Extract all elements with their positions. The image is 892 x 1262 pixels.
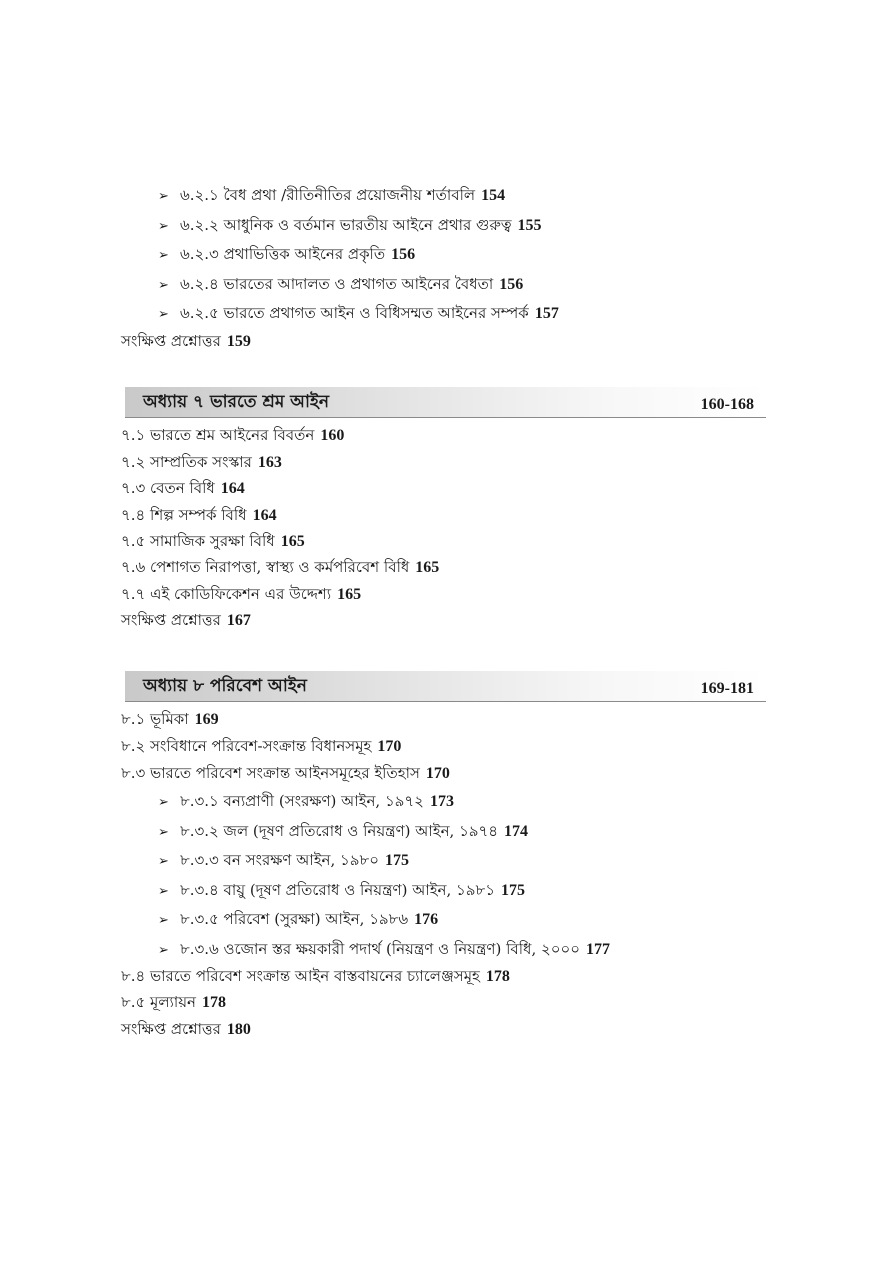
toc-entry-6-2-3 [158,244,415,266]
toc-entry-label: ৮.৩.২ জল (দূষণ প্রতিরোধ ও নিয়ন্ত্রণ) আইন, ১৯৭৪ [180,822,499,840]
toc-entry-page: 156 [499,276,524,293]
chapter-title: অধ্যায় ৭ ভারতে শ্রম আইন [143,392,330,412]
arrow-bullet-icon: ➢ [158,825,169,840]
toc-entry-page: 159 [226,333,251,350]
toc-entry-page: 155 [517,217,542,234]
toc-entry-label: ৭.৭ এই কোডিফিকেশন এর উদ্দেশ্য [121,585,332,603]
toc-entry-page: 177 [586,941,611,958]
toc-entry-page: 170 [377,738,402,755]
toc-entry-page: 174 [504,823,529,840]
toc-entry-summary-6 [121,331,251,352]
arrow-bullet-icon: ➢ [158,943,169,958]
toc-entry-7-5 [121,531,305,552]
toc-entry-8-3-3 [158,850,409,872]
chapter-8-header [125,671,766,702]
chapter-page-range: 169-181 [700,680,754,697]
toc-entry-summary-8 [121,1019,251,1040]
toc-entry-page: 180 [226,1021,251,1038]
chapter-title: অধ্যায় ৮ পরিবেশ আইন [143,676,307,696]
toc-entry-label: ৬.২.১ বৈধ প্রথা /রীতিনীতির প্রয়োজনীয় শর্তাবলি [180,186,476,204]
toc-entry-8-3-6 [158,939,610,961]
toc-entry-label: ৭.৪ শিল্প সম্পর্ক বিধি [121,506,247,524]
toc-entry-page: 165 [337,586,362,603]
toc-entry-label: ৮.৩ ভারতে পরিবেশ সংক্রান্ত আইনসমূহের ইতিহাস [121,764,420,782]
arrow-bullet-icon: ➢ [158,278,169,293]
toc-entry-summary-7 [121,610,251,631]
toc-entry-7-3 [121,478,245,499]
toc-entry-7-1 [121,425,344,446]
toc-entry-label: ৮.৫ মূল্যায়ন [121,993,196,1011]
toc-entry-label: ৮.১ ভূমিকা [121,710,189,728]
toc-entry-label: ৭.৩ বেতন বিধি [121,479,215,497]
toc-entry-page: 173 [429,793,454,810]
toc-entry-label: ৭.২ সাম্প্রতিক সংস্কার [121,453,252,471]
toc-entry-page: 167 [226,612,251,629]
toc-entry-6-2-5 [158,303,559,325]
toc-entry-label: ৬.২.২ আধুনিক ও বর্তমান ভারতীয় আইনে প্রথার গুরুত্ব [180,216,512,234]
toc-entry-label: ৭.৫ সামাজিক সুরক্ষা বিধি [121,532,275,550]
toc-entry-page: 165 [280,533,305,550]
toc-entry-label: ৬.২.৩ প্রথাভিত্তিক আইনের প্রকৃতি [180,245,386,263]
toc-entry-6-2-4 [158,274,523,296]
toc-entry-page: 170 [425,765,450,782]
toc-entry-7-7 [121,584,361,605]
toc-entry-7-6 [121,557,439,578]
toc-entry-page: 160 [320,427,345,444]
toc-entry-7-4 [121,505,277,526]
toc-entry-label: ৭.১ ভারতে শ্রম আইনের বিবর্তন [121,426,315,444]
toc-entry-page: 175 [384,852,409,869]
arrow-bullet-icon: ➢ [158,189,169,204]
toc-entry-8-1 [121,709,219,730]
toc-entry-page: 164 [220,480,245,497]
arrow-bullet-icon: ➢ [158,854,169,869]
toc-entry-label: ৮.৪ ভারতে পরিবেশ সংক্রান্ত আইন বাস্তবায়নের চ্যালেঞ্জসমূহ [121,967,480,985]
toc-entry-label: সংক্ষিপ্ত প্রশ্নোত্তর [121,1020,221,1038]
toc-entry-label: ৭.৬ পেশাগত নিরাপত্তা, স্বাস্থ্য ও কর্মপরিবেশ বিধি [121,558,410,576]
toc-entry-label: ৮.৩.৫ পরিবেশ (সুরক্ষা) আইন, ১৯৮৬ [180,910,409,928]
toc-entry-page: 175 [500,882,525,899]
toc-entry-page: 178 [485,968,510,985]
toc-entry-label: ৬.২.৪ ভারতের আদালত ও প্রথাগত আইনের বৈধতা [180,275,494,293]
toc-entry-8-5 [121,992,226,1013]
toc-entry-label: ৮.৩.৩ বন সংরক্ষণ আইন, ১৯৮০ [180,851,379,869]
toc-entry-label: সংক্ষিপ্ত প্রশ্নোত্তর [121,611,221,629]
toc-entry-page: 156 [391,246,416,263]
arrow-bullet-icon: ➢ [158,884,169,899]
arrow-bullet-icon: ➢ [158,248,169,263]
toc-entry-label: ৮.৩.১ বন্যপ্রাণী (সংরক্ষণ) আইন, ১৯৭২ [180,792,424,810]
toc-entry-8-3-1 [158,791,454,813]
toc-entry-8-4 [121,966,510,987]
toc-entry-8-3-2 [158,821,528,843]
toc-entry-page: 178 [202,994,226,1011]
toc-entry-label: ৮.২ সংবিধানে পরিবেশ-সংক্রান্ত বিধানসমূহ [121,737,372,755]
toc-entry-label: ৮.৩.৪ বায়ু (দূষণ প্রতিরোধ ও নিয়ন্ত্রণ) আইন, ১৯৮১ [180,881,495,899]
toc-entry-page: 164 [252,507,277,524]
toc-entry-label: ৬.২.৫ ভারতে প্রথাগত আইন ও বিধিসম্মত আইনের সম্পর্ক [180,304,529,322]
toc-entry-label: ৮.৩.৬ ওজোন স্তর ক্ষয়কারী পদার্থ (নিয়ন্ত্রণ ও নিয়ন্ত্রণ) বিধি, ২০০০ [180,940,581,958]
toc-entry-page: 169 [194,711,219,728]
toc-entry-6-2-1 [158,185,505,207]
toc-entry-8-2 [121,736,401,757]
toc-entry-8-3-4 [158,880,525,902]
toc-entry-page: 154 [481,187,506,204]
chapter-7-header [125,387,766,418]
arrow-bullet-icon: ➢ [158,219,169,234]
toc-entry-8-3-5 [158,909,438,931]
toc-entry-label: সংক্ষিপ্ত প্রশ্নোত্তর [121,332,221,350]
arrow-bullet-icon: ➢ [158,795,169,810]
toc-entry-page: 176 [414,911,439,928]
toc-entry-page: 165 [415,559,440,576]
toc-entry-7-2 [121,452,282,473]
toc-entry-8-3 [121,763,450,784]
arrow-bullet-icon: ➢ [158,307,169,322]
toc-entry-6-2-2 [158,215,542,237]
arrow-bullet-icon: ➢ [158,913,169,928]
toc-entry-page: 163 [257,454,282,471]
toc-entry-page: 157 [534,305,559,322]
chapter-page-range: 160-168 [700,396,754,413]
